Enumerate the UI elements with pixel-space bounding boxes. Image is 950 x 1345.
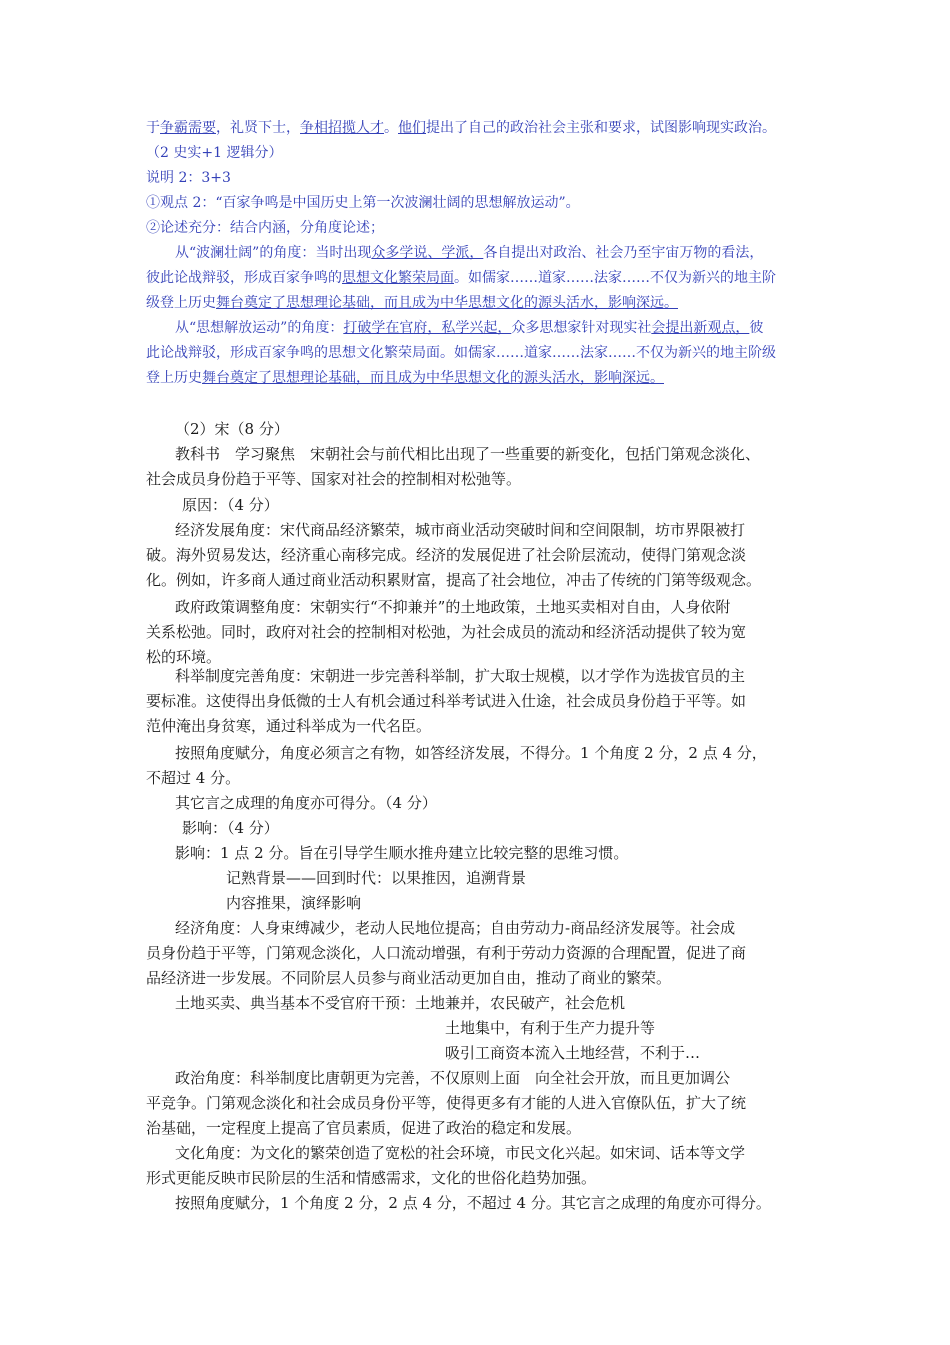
- land-result-2: 土地集中，有利于生产力提升等: [445, 1019, 656, 1037]
- underlined-keyword: 会提出新观点，: [651, 320, 750, 336]
- land-label: 土地买卖、典当基本不受官府干预：: [175, 994, 416, 1012]
- tip-line-2: 内容推果，演绎影响: [226, 894, 362, 912]
- text-fragment: 。: [384, 120, 398, 136]
- answer-line-1: [146, 117, 776, 139]
- econ-effect-line-2: 员身份趋于平等，门第观念淡化，人口流动增强，有利于劳动力资源的合理配置，促进了商: [146, 944, 747, 962]
- underlined-keyword: 争霸需要: [160, 120, 216, 136]
- text-fragment: 彼: [749, 320, 764, 336]
- underlined-keyword: 众多学说、学派，: [371, 245, 484, 261]
- underlined-keyword: 思想文化繁荣局面: [342, 270, 454, 286]
- cause-heading: 原因：（4 分）: [182, 496, 279, 514]
- effect-heading: 影响：（4 分）: [182, 819, 279, 837]
- econ-effect-line-3: 品经济进一步发展。不同阶层人员参与商业活动更加自由，推动了商业的繁荣。: [146, 969, 672, 987]
- intro-line-2: 社会成员身份趋于平等、国家对社会的控制相对松弛等。: [146, 470, 522, 488]
- land-result-3: 吸引工商资本流入土地经营，不利于…: [445, 1044, 701, 1062]
- para2-line3: [146, 367, 664, 389]
- underlined-keyword: 他们: [398, 120, 426, 136]
- score-note-line: （2 史实+1 逻辑分）: [146, 145, 283, 161]
- underlined-keyword: 舞台奠定了思想理论基础，而且成为中华思想文化的源头活水，影响深远。: [216, 295, 678, 311]
- intro-line-1: 教科书 学习聚焦 宋朝社会与前代相比出现了一些重要的新变化，包括门第观念淡化、: [175, 445, 761, 463]
- culture-line-1: 文化角度：为文化的繁荣创造了宽松的社会环境，市民文化兴起。如宋词、话本等文学: [175, 1144, 746, 1162]
- politics-line-2: 平竞争。门第观念淡化和社会成员身份平等，使得更多有才能的人进入官僚队伍，扩大了统: [146, 1094, 747, 1112]
- scoring-note: 其它言之成理的角度亦可得分。（4 分）: [175, 794, 437, 812]
- explanation-heading: 说明 2：3+3: [146, 170, 231, 186]
- scoring-line-2: 不超过 4 分。: [146, 769, 241, 787]
- text-fragment: 。如儒家……道家……法家……不仅为新兴的地主阶: [454, 270, 776, 286]
- culture-line-2: 形式更能反映市民阶层的生活和情感需求，文化的世俗化趋势加强。: [146, 1169, 597, 1187]
- para1-line1: [175, 242, 763, 264]
- policy-line-1: 政府政策调整角度：宋朝实行“不抑兼并”的土地政策，土地买卖相对自由，人身依附: [175, 598, 731, 616]
- final-scoring-line: 按照角度赋分，1 个角度 2 分，2 点 4 分，不超过 4 分。其它言之成理的角度亦可得分。: [175, 1194, 771, 1212]
- exam-line-1: 科举制度完善角度：宋朝进一步完善科举制，扩大取士规模，以才学作为选拔官员的主: [175, 667, 746, 685]
- text-fragment: 众多思想家针对现实社: [511, 320, 652, 336]
- text-fragment: 提出了自己的政治社会主张和要求，试图影响现实政治。: [426, 120, 776, 136]
- text-fragment: 于: [146, 120, 160, 136]
- underlined-keyword: 打破学在官府，私学兴起，: [343, 320, 512, 336]
- argument-line: ②论述充分：结合内涵，分角度论述；: [146, 220, 384, 236]
- para1-line3: [146, 292, 678, 314]
- text-fragment: 登上历史: [146, 370, 202, 386]
- para2-line2: 此论战辩驳，形成百家争鸣的思想文化繁荣局面。如儒家……道家……法家……不仅为新兴的地主阶级: [146, 345, 776, 361]
- text-fragment: 从“思想解放运动”的角度：: [175, 320, 344, 336]
- section-heading-song: （2）宋（8 分）: [175, 420, 289, 438]
- econ-effect-line-1: 经济角度：人身束缚减少，老动人民地位提高；自由劳动力-商品经济发展等。社会成: [175, 919, 736, 937]
- para2-line1: [175, 317, 763, 339]
- text-fragment: ，礼贤下士，: [216, 120, 300, 136]
- para1-line2: [146, 267, 776, 289]
- land-result-1: 土地兼并，农民破产，社会危机: [415, 994, 626, 1012]
- policy-line-3: 松的环境。: [146, 648, 222, 666]
- text-fragment: 彼此论战辩驳，形成百家争鸣的: [146, 270, 342, 286]
- text-fragment: 各自提出对政治、社会乃至宇宙万物的看法，: [483, 245, 764, 261]
- economic-line-2: 破。海外贸易发达，经济重心南移完成。经济的发展促进了社会阶层流动，使得门第观念淡: [146, 546, 747, 564]
- politics-line-1: 政治角度：科举制度比唐朝更为完善，不仅原则上面 向全社会开放，而且更加调公: [175, 1069, 731, 1087]
- economic-line-3: 化。例如，许多商人通过商业活动积累财富，提高了社会地位，冲击了传统的门第等级观念。: [146, 571, 762, 589]
- economic-line-1: 经济发展角度：宋代商品经济繁荣，城市商业活动突破时间和空间限制，坊市界限被打: [175, 521, 746, 539]
- text-fragment: 级登上历史: [146, 295, 216, 311]
- policy-line-2: 关系松弛。同时，政府对社会的控制相对松弛，为社会成员的流动和经济活动提供了较为宽: [146, 623, 747, 641]
- tip-line-1: 记熟背景——回到时代：以果推因，追溯背景: [226, 869, 527, 887]
- politics-line-3: 治基础，一定程度上提高了官员素质，促进了政治的稳定和发展。: [146, 1119, 582, 1137]
- exam-line-3: 范仲淹出身贫寒，通过科举成为一代名臣。: [146, 717, 432, 735]
- effect-note: 影响：1 点 2 分。旨在引导学生顺水推舟建立比较完整的思维习惯。: [175, 844, 629, 862]
- underlined-keyword: 争相招揽人才: [300, 120, 384, 136]
- exam-line-2: 要标准。这使得出身低微的士人有机会通过科举考试进入仕途，社会成员身份趋于平等。如: [146, 692, 747, 710]
- text-fragment: 从“波澜壮阔”的角度：当时出现: [175, 245, 372, 261]
- underlined-keyword: 舞台奠定了思想理论基础，而且成为中华思想文化的源头活水，影响深远。: [202, 370, 664, 386]
- scoring-line-1: 按照角度赋分，角度必须言之有物，如答经济发展，不得分。1 个角度 2 分，2 点 4 分，: [175, 744, 767, 762]
- viewpoint-line: ①观点 2：“百家争鸣是中国历史上第一次波澜壮阔的思想解放运动”。: [146, 195, 580, 211]
